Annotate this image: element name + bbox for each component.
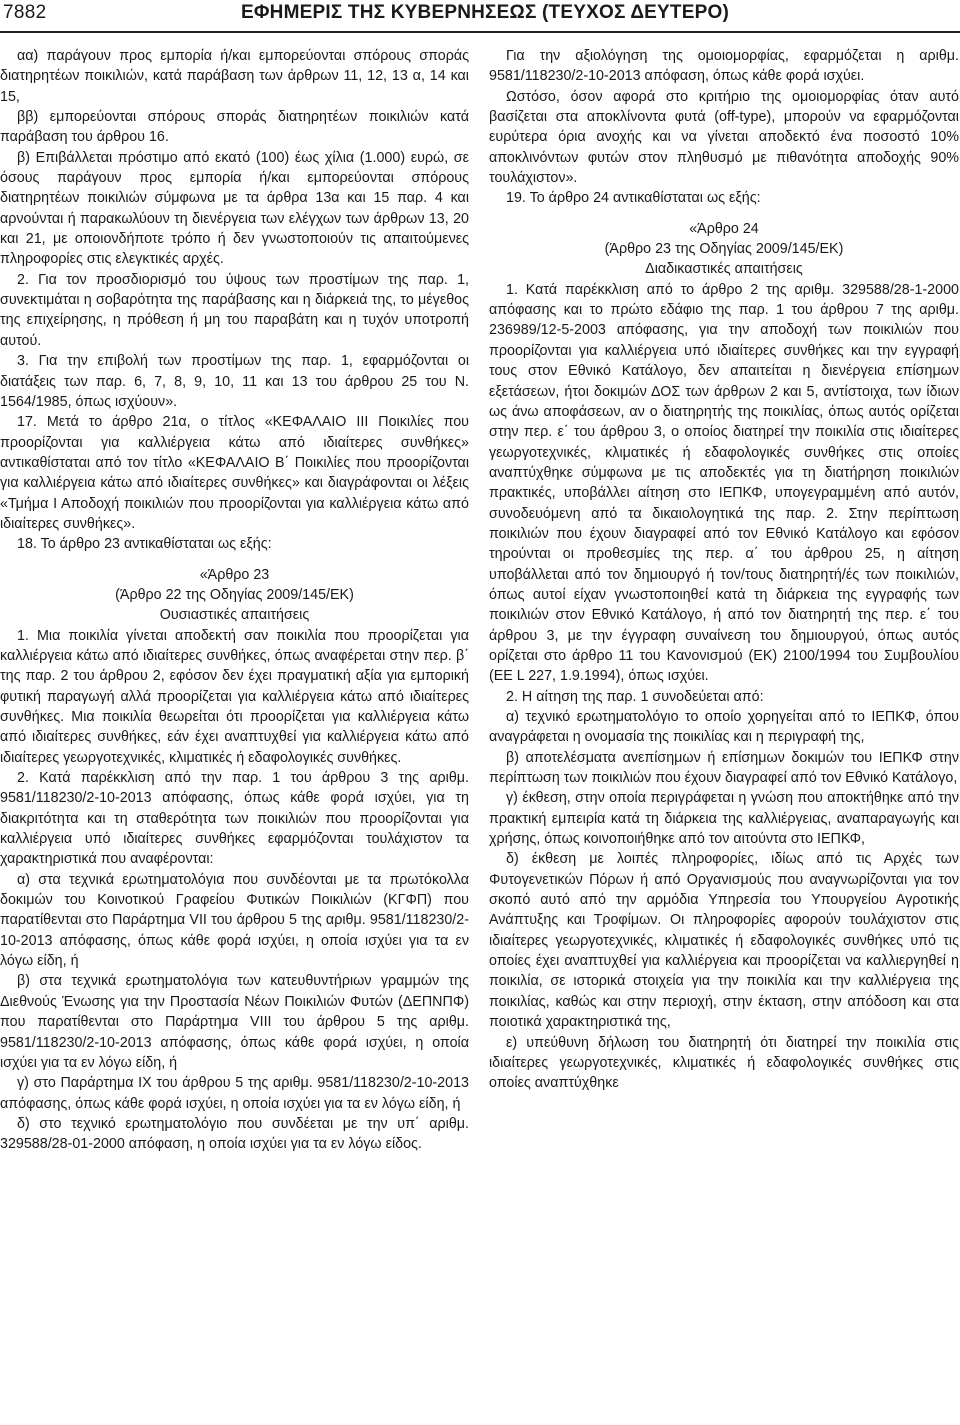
page-number: 7882 [3, 2, 47, 23]
paragraph: Ουσιαστικές απαιτήσεις [159, 607, 310, 624]
paragraph: 2. Κατά παρέκκλιση από την παρ. 1 του άρθρου 3 της αριθμ. 9581/118230/2-10-2013 απόφασης, όπως κάθε φορά ισχύει, για τη διακριτότητα και τη σταθερότητα των ποικιλιών που προορίζονται για καλλιέργεια υπό ιδιαίτερες συνθήκες εφαρμόζονται τουλάχιστον τα χαρακτηριστικά που αναφέρονται: [0, 770, 469, 868]
paragraph: 19. Το άρθρο 24 αντικαθίσταται ως εξής: [506, 190, 761, 207]
paragraph: «Άρθρο 24 [689, 220, 759, 237]
paragraph: δ) στο τεχνικό ερωτηματολόγιο που συνδέεται με την υπ΄ αριθμ. 329588/28-01-2000 απόφαση, η οποία ισχύει για τα εν λόγω είδος. [0, 1115, 469, 1153]
header-divider [0, 31, 960, 33]
paragraph: δ) έκθεση με λοιπές πληροφορίες, ιδίως από τις Αρχές των Φυτογενετικών Πόρων ή από Οργανισμούς που αναγνωρίζονται για τον σκοπό αυτό από την αρμόδια Υπηρεσία του Υπουργείου Αγροτικής Ανάπτυξης και Τροφίμων. Οι πληροφορίες αφορούν τουλάχιστον στις ιδιαίτερες γεωργοτεχνικές, κλιματικές ή εδαφολογικές συνθήκες υπό τις οποίες έχει αναπτυχθεί για καλλιέργεια και προορίζεται να καλλιεργηθεί η ποικιλία, σε ιστορικά στοιχεία για την ποικιλία και την καλλιέργεια της ποικιλίας, καθώς και στην περιοχή, στην έκταση, στην απόδοση και στα ποιοτικά χαρακτηριστικά της, [489, 851, 959, 1031]
paragraph: β) στα τεχνικά ερωτηματολόγια των κατευθυντήριων γραμμών της Διεθνούς Ένωσης για την Προστασία Νέων Ποικιλιών Φυτών (ΔΕΠΝΠΦ) που παρατίθενται στο Παράρτημα VIII του άρθρου 5 της αριθμ. 9581/118230/2-10-2013 απόφασης, όπως κάθε φορά ισχύει, η οποία ισχύει για τα εν λόγω είδη, ή [0, 973, 469, 1071]
paragraph: 3. Για την επιβολή των προστίμων της παρ. 1, εφαρμόζονται οι διατάξεις των παρ. 6, 7, 8, 9, 10, 11 και 13 του άρθρου 25 του Ν. 1564/1985, όπως ισχύουν». [0, 353, 469, 410]
paragraph: Διαδικαστικές απαιτήσεις [645, 261, 803, 278]
paragraph: 2. Για τον προσδιορισμό του ύψους των προστίμων της παρ. 1, συνεκτιμάται η σοβαρότητα της παράβασης και η διάρκειά της, το μέγεθος της επιχείρησης, η πρόθεση ή μη του παραβάτη και η τυχόν υποτροπή αυτού. [0, 271, 469, 349]
paragraph: Για την αξιολόγηση της ομοιομορφίας, εφαρμόζεται η αριθμ. 9581/118230/2-10-2013 απόφαση, όπως κάθε φορά ισχύει. [489, 48, 959, 85]
page-header [0, 0, 960, 30]
paragraph: β) Επιβάλλεται πρόστιμο από εκατό (100) έως χίλια (1.000) ευρώ, σε όσους παράγουν προς εμπορία ή/και εμπορεύονται σπόρους διατηρητέων ποικιλιών σύμφωνα με τα άρθρα 13α και 15 παρ. 4 και αρνούνται ή παρακωλύουν τη διενέργεια των ελέγχων των άρθρων 13, 20 και 21, με οποιονδήποτε τρόπο ή δεν γνωστοποιούν τις απαιτούμενες πληροφορίες στις ελεγκτικές αρχές. [0, 149, 469, 268]
paragraph: α) στα τεχνικά ερωτηματολόγια που συνδέονται με τα πρωτόκολλα δοκιμών του Κοινοτικού Γραφείου Φυτικών Ποικιλιών (ΚΓΦΠ) που παρατίθενται στο Παράρτημα VII του άρθρου 5 της αριθμ. 9581/118230/2-10-2013 απόφασης, όπως κάθε φορά ισχύει, η οποία ισχύει για τα εν λόγω είδη, ή [0, 871, 469, 970]
paragraph: γ) έκθεση, στην οποία περιγράφεται η γνώση που αποκτήθηκε από την πρακτική εμπειρία κατά τη διάρκεια της καλλιέργειας, αναπαραγωγής και χρήσης, όπως κοινοποιήθηκε από τον αιτούντα στο ΙΕΠΚΦ, [489, 790, 959, 848]
paragraph: ββ) εμπορεύονται σπόρους σποράς διατηρητέων ποικιλιών κατά παράβαση του άρθρου 16. [0, 109, 469, 146]
paragraph: 1. Μια ποικιλία γίνεται αποδεκτή σαν ποικιλία που προορίζεται για καλλιέργεια κάτω από ιδιαίτερες συνθήκες, όπως αναφέρεται στην περ. β΄ της παρ. 2 του άρθρου 2, εφόσον δεν έχει πραγματική αξία για εμπορική φυτική παραγωγή αλλά προορίζεται για καλλιέργεια κάτω από ιδιαίτερες συνθήκες. Μια ποικιλία θεωρείται ότι προορίζεται για καλλιέργεια κάτω από ιδιαίτερες συνθήκες, εάν έχει αναπτυχθεί για καλλιέργεια κάτω από ιδιαίτερες γεωργοτεχνικές, κλιματικές ή εδαφολογικές συνθήκες. [0, 627, 469, 766]
paragraph: β) αποτελέσματα ανεπίσημων ή επίσημων δοκιμών του ΙΕΠΚΦ στην περίπτωση των ποικιλιών που έχουν διαγραφεί από τον Εθνικό Κατάλογο, [489, 749, 959, 787]
right-column [489, 46, 959, 1421]
paragraph: Ωστόσο, όσον αφορά στο κριτήριο της ομοιομορφίας όταν αυτό βασίζεται στα αποκλίνοντα φυτά (off-type), μπορούν να εφαρμόζονται ευρύτερα όρια ανοχής και να γίνεται αποδεκτό ένα ποσοστό 10% αποκλινόντων φυτών στον πληθυσμό με πιθανότητα αποδοχής 90% τουλάχιστον». [489, 88, 959, 187]
paragraph: 2. Η αίτηση της παρ. 1 συνοδεύεται από: [506, 688, 764, 705]
paragraph: αα) παράγουν προς εμπορία ή/και εμπορεύονται σπόρους σποράς διατηρητέων ποικιλιών, κατά παράβαση των άρθρων 11, 12, 13 α, 14 και 15, [0, 48, 469, 105]
paragraph: γ) στο Παράρτημα IX του άρθρου 5 της αριθμ. 9581/118230/2-10-2013 απόφασης, όπως κάθε φορά ισχύει, η οποία ισχύει για τα εν λόγω είδη, ή [0, 1075, 469, 1112]
paragraph: 17. Μετά το άρθρο 21α, ο τίτλος «ΚΕΦΑΛΑΙΟ ΙΙΙ Ποικιλίες που προορίζονται για καλλιέργεια κάτω από ιδιαίτερες συνθήκες» αντικαθίσταται από τον τίτλο «ΚΕΦΑΛΑΙΟ Β΄ Ποικιλίες που προορίζονται για καλλιέργεια κάτω από ιδιαίτερες συνθήκες» και διαγράφονται οι λέξεις «Τμήμα Ι Αποδοχή ποικιλιών που προορίζονται για καλλιέργεια κάτω από ιδιαίτερες συνθήκες». [0, 414, 469, 532]
journal-title: ΕΦΗΜΕΡΙΣ ΤΗΣ ΚΥΒΕΡΝΗΣΕΩΣ (ΤΕΥΧΟΣ ΔΕΥΤΕΡΟ) [241, 2, 729, 23]
paragraph: (Άρθρο 23 της Οδηγίας 2009/145/ΕΚ) [604, 241, 844, 258]
paragraph: «Άρθρο 23 [199, 566, 270, 583]
paragraph: (Άρθρο 22 της Οδηγίας 2009/145/ΕΚ) [115, 586, 354, 603]
paragraph: 18. Το άρθρο 23 αντικαθίσταται ως εξής: [17, 536, 272, 553]
paragraph: ε) υπεύθυνη δήλωση του διατηρητή ότι διατηρεί την ποικιλία στις ιδιαίτερες γεωργοτεχνικές, κλιματικές ή εδαφολογικές συνθήκες στις οποίες αναπτύχθηκε [489, 1034, 959, 1092]
paragraph: α) τεχνικό ερωτηματολόγιο το οποίο χορηγείται από το ΙΕΠΚΦ, όπου αναγράφεται η ονομασία της ποικιλίας και η περιγραφή της, [489, 709, 959, 746]
left-column [0, 46, 469, 1421]
paragraph: 1. Κατά παρέκκλιση από το άρθρο 2 της αριθμ. 329588/28-1-2000 απόφασης και το πρώτο εδάφιο της παρ. 1 του άρθρου 7 της αριθμ. 236989/12-5-2003 απόφασης, για την αποδοχή των ποικιλιών που προορίζονται για καλλιέργεια υπό ιδιαίτερες συνθήκες και την εγγραφή τους στον Εθνικό Κατάλογο, δεν απαιτείται η διενέργεια επίσημων εξετάσεων, ήτοι δοκιμών ΔΟΣ των άρθρων 2 και 5, αντίστοιχα, των ίδιων ως άνω αποφάσεων, αν ο διατηρητής της ποικιλίας, όπως αυτός ορίζεται στην περ. ε΄ του άρθρου 3, ο οποίος διατηρεί την ποικιλία στις ιδιαίτερες γεωργοτεχνικές, κλιματικές ή εδαφολογικές συνθήκες στις οποίες αναπτύχθηκε σύμφωνα με τις αποδεκτές για τη διατήρηση ποικιλιών πρακτικές, υποβάλλει αίτηση στο ΙΕΠΚΦ, υπογεγραμμένη από αυτόν, συνοδευόμενη από τα δικαιολογητικά της παρ. 2. Στην περίπτωση ποικιλιών που έχουν διαγραφεί από τον Εθνικό Κατάλογο και εφόσον τηρούνται οι προθεσμίες της περ. α΄ του άρθρου 25, η αίτηση υποβάλλεται από τον δημιουργό ή τον/τους διατηρητή/ές των ποικιλιών, όπως αυτοί είχαν γνωστοποιηθεί κατά τη διάρκεια της εγγραφής των ποικιλιών στον Εθνικό Κατάλογο, ή από τον διατηρητή της περ. ε΄ του άρθρου 3, με την έγγραφη συναίνεση του δημιουργού, όπως αυτός ορίζεται στο άρθρο 11 του Κανονισμού (ΕΚ) 2100/1994 του Συμβουλίου (ΕΕ L 227, 1.9.1994), όπως ισχύει. [489, 281, 959, 685]
